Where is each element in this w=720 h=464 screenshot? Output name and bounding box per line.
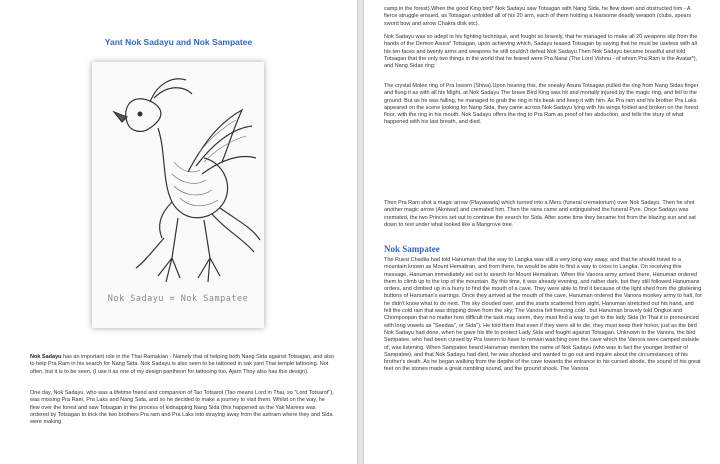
paragraph-intro [30,354,336,376]
paragraph-intro-text: has an important role in the Thai Ramakian - Namely that of helping both Nang Sida against Totsagan, and also to help Pra Ram in his search for Nang Sida. Nok Sadayu is also seen to be tattooed in sak yant Thai temple tattooing. Not often, but it is to be seen. (I use it as one of my design pantheon for tattooing too, Ajarn Thoy also has this design). [30,354,335,375]
section-heading: Nok Sampatee [384,244,440,254]
paragraph-1: camp in the forest).When the good King bird* Nok Sadayu saw Totsagan with Nang Sida, he flew down and obstructed him - A fierce struggle ensued, as Totsagan unfolded all of his 20 arm, each of them holding a fearsome deadly weapon (clubs, spears sword bow and arrow Chakra disk etc). [384,6,692,27]
image-caption: Nok Sadayu = Nok Sampatee [107,294,249,304]
document-title: Yant Nok Sadayu and Nok Sampatee [104,37,253,47]
paragraph-5: The Ruesi Chadila had told Hanuman that the way to Langka was still a very long way away, and that he should travel to a mountain known as Mount Hematiran, and from there, he would be able to find a way to cross to Langka. On receiving this message, Hanuman immediately set out to search for Mount Hematiran. When the Vanora army arrived there, Hanuman ordered them to climb up to the top of the mountain. By this time, it was already evening, and rather dark, but they still followed Hanumans orders, and climbed up in a hurry to find the mouth of a cave. They were able to find it because of the light shed from the glistening buttons of Hanuman's earrings. Once they arrived at the mouth of the cave, Hanuman ordered the Vanora monkey army to halt, for he didn't know what to do next. The sky clouded over, and the starts scattered from sight, Hanuman stretched out his hand, and felt the cold rain that was dripping down from the sky; The Vanora felt freezing cold , but Hanuman bravely told Ongkot and Chompoopan that no matter how difficult the task may seem, they must find a way to get to the lady Sida (In Thai it is pronounced with long vowels as "Seedaa", or Sida"). He told them that even if they were all to die, they must keep their honor, just as the bird Nok Sadayu had done, when he gave his life to protect Lady Sida and fought against Totsagan. Unknown to the Vanora, the bird Sampatee, who had been cursed by Pra Isworn to have to remain watching over the cave which the Vanora were camped outside of, was listening. When Sampatee heard Hanuman mention the name of Nok Sadayu (who was in fact the younger brother of Sampatee), and that Nok Sadayu had died, he was shocked and wanted to go out and inquire about the circumstances of his brother's death. As he began walking from the depths of the cave towards the entrance to his cursed abode, the sound of his great feet on the stones made a great rumbling sound, and the ground shook. The Vanora [384,257,702,373]
bird-drawing [92,62,264,328]
paragraph-3: The crystal Molee ring of Pra Isworn (Shiva).Upon hearing this, the sneaky Asura Totsagan pulled the ring from Nang Sidas finger and flung it as with all his Might, at Nok Sadayu The brave Bird King was hit and mortally injured by the magic ring, and fell to the ground. But as he was falling, he managed to grab the ring in his beak and keep it with him. As Pra ram and his brother Pra Laks appeared on the scene looking for Nang Sida, they came across Nok Sadayu lying with his wings folded and broken on the forest floor, with the ring in his mouth. Nok Sadayu offers the ring to Pra Ram as proof of her abduction, and tells the story of what happened with his last breath, and died. [384,83,699,126]
document-page-right [364,0,720,464]
paragraph-2: Nok Sadayu was so adept in his fighting technique, and fought so bravely, that he managed to make all 20 weapons slip from the hands of the Demon Asura* Totsagan, upon achieving which, Sadayu teased Totsagan by saying that he must be useless with all his ten faces and twenty arms and weapons he still couldn't defeat Nok Sadayu Then Nok Sadayu became boastful and told Totsagan that the only two things in the world that he feared were Pra Narai (The Lord Vishnu - of whom Pra Ram is the Avatar*), and Nang Sidas ring; [384,34,698,70]
document-page-left [0,0,357,464]
paragraph-4: Then Pra Ram shot a magic arrow (Playawada) which turned into a Meru (funeral crematorium) over Nok Sadayu. Then he shot another magic arrow (Akniwat) and cremated him. Then the rains came and extinguished the funeral Pyre. Once Sadayu was cremated, the two Princes set out to continue the search for Sida. After some time they became hot from the blazing sun and sat down to rest under what looked like a Mangrove tree. [384,200,696,228]
bold-name: Nok Sadayu [30,354,62,360]
paragraph-story: One day, Nok Sadayu, who was a lifetime friend and companion of Tao Totsarot (Tao means Lord in Thai, so "Lord Totsarot"), was missing Pra Ram, Pra Laks and Nang Sida, and so he decided to make a journey to visit them. Whilst on the way, he flew over the forest and saw Totsagan in the process of kidnapping Nang Sida (this happened as the Yak Marees was ordered by Totsagan to trick the two brothers Pra ram and Pra Laks into straying away from the ashram where they and Sida were making [30,390,334,426]
garuda-illustration [92,62,264,328]
